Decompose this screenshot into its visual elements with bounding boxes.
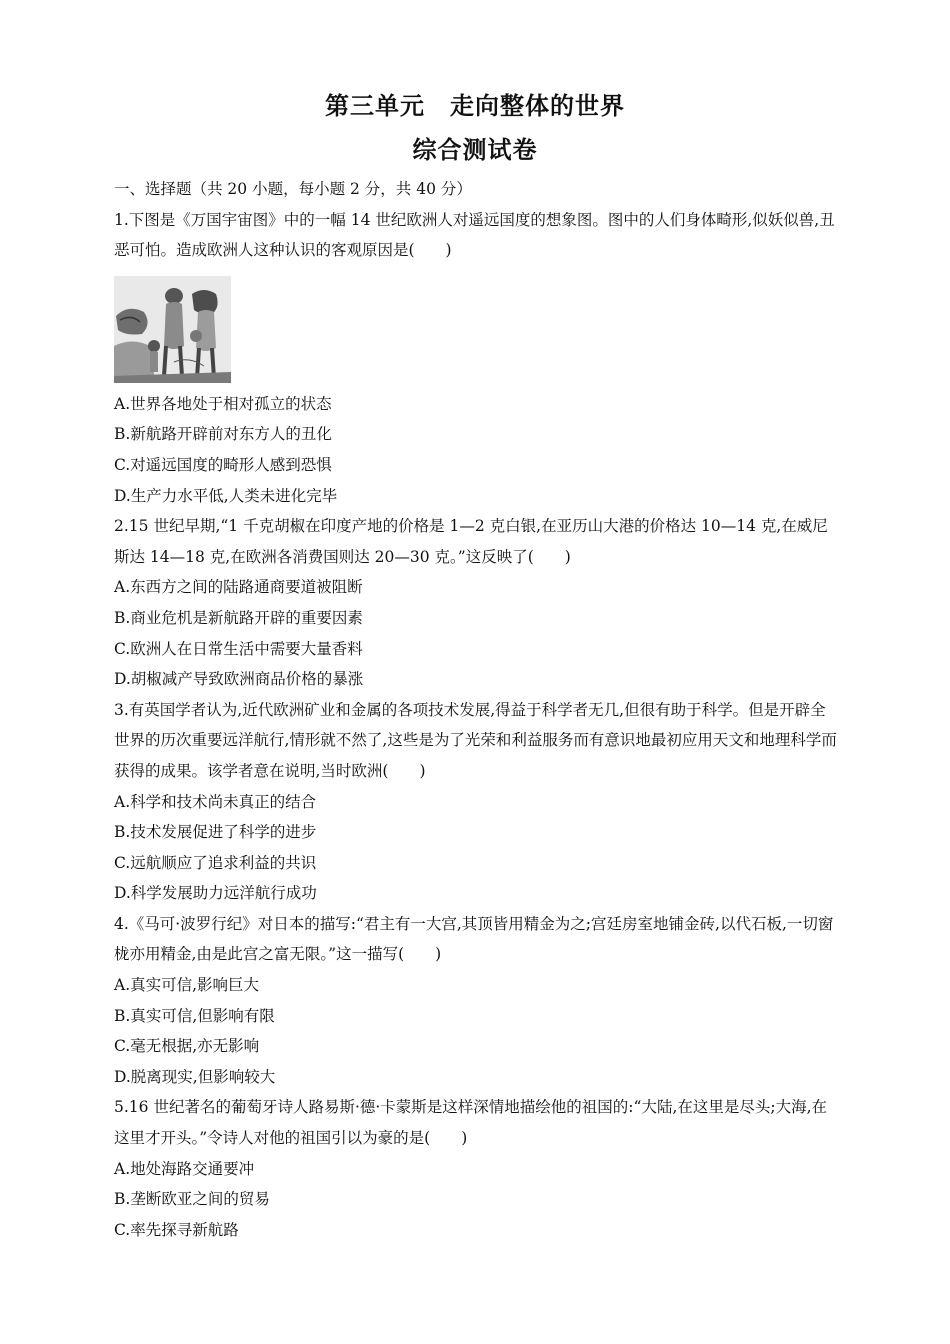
question-3-option-a: A.科学和技术尚未真正的结合	[114, 792, 317, 811]
question-1-stem: 1.下图是《万国宇宙图》中的一幅 14 世纪欧洲人对遥远国度的想象图。图中的人们身体畸形,似妖似兽,丑恶可怕。造成欧洲人这种认识的客观原因是( )	[114, 210, 835, 260]
question-2-stem: 2.15 世纪早期,“1 千克胡椒在印度产地的价格是 1—2 克白银,在亚历山大港的价格达 10—14 克,在威尼斯达 14—18 克,在欧洲各消费国则达 20—30 克。”这反映了( )	[114, 517, 828, 566]
question-1-option-c: C.对遥远国度的畸形人感到恐惧	[114, 455, 332, 474]
question-5-stem: 5.16 世纪著名的葡萄牙诗人路易斯·德·卡蒙斯是这样深情地描绘他的祖国的:“大陆,在这里是尽头;大海,在这里才开头。”令诗人对他的祖国引以为豪的是( )	[114, 1098, 828, 1148]
question-4-option-c: C.毫无根据,亦无影响	[114, 1037, 260, 1056]
question-1-option-d: D.生产力水平低,人类未进化完毕	[114, 486, 338, 505]
question-2-option-c: C.欧洲人在日常生活中需要大量香料	[114, 639, 363, 658]
exam-content	[114, 174, 838, 1245]
question-4-option-a: A.真实可信,影响巨大	[114, 976, 260, 995]
unit-title: 第三单元 走向整体的世界	[325, 92, 625, 120]
question-5-option-a: A.地处海路交通要冲	[114, 1159, 255, 1178]
question-3-option-d: D.科学发展助力远洋航行成功	[114, 884, 317, 903]
question-2-option-b: B.商业危机是新航路开辟的重要因素	[114, 608, 363, 627]
question-3-option-c: C.远航顺应了追求利益的共识	[114, 853, 317, 872]
question-3-stem: 3.有英国学者认为,近代欧洲矿业和金属的各项技术发展,得益于科学者无几,但很有助于科学。但是开辟全世界的历次重要远洋航行,情形就不然了,这些是为了光荣和利益服务而有意识地最初应用天文和地理科学而获得的成果。该学者意在说明,当时欧洲( )	[114, 700, 837, 780]
question-5-option-c: C.率先探寻新航路	[114, 1220, 239, 1239]
question-4-option-b: B.真实可信,但影响有限	[114, 1006, 275, 1025]
question-2-option-d: D.胡椒减产导致欧洲商品价格的暴涨	[114, 670, 364, 689]
question-2-option-a: A.东西方之间的陆路通商要道被阻断	[114, 578, 363, 597]
monster-illustration-image	[114, 276, 231, 383]
question-4-option-d: D.脱离现实,但影响较大	[114, 1067, 276, 1086]
question-3-option-b: B.技术发展促进了科学的进步	[114, 823, 317, 842]
exam-subtitle: 综合测试卷	[412, 136, 538, 164]
question-5-option-b: B.垄断欧亚之间的贸易	[114, 1190, 270, 1209]
question-4-stem: 4.《马可·波罗行纪》对日本的描写:“君主有一大宫,其顶皆用精金为之;宫廷房室地铺金砖,以代石板,一切窗栊亦用精金,由是此宫之富无限。”这一描写( )	[114, 914, 834, 964]
question-1-option-a: A.世界各地处于相对孤立的状态	[114, 394, 332, 413]
question-1-option-b: B.新航路开辟前对东方人的丑化	[114, 425, 332, 444]
section-heading: 一、选择题（共 20 小题，每小题 2 分，共 40 分）	[114, 180, 472, 198]
